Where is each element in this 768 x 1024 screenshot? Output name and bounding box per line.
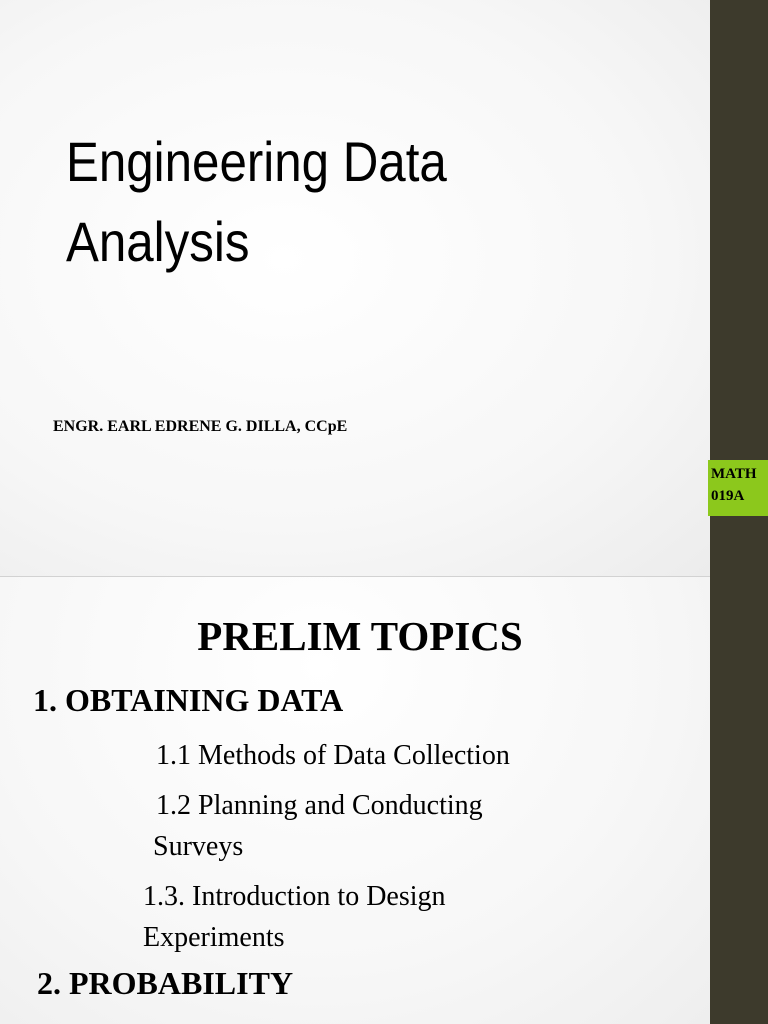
- title-line-1: Engineering Data: [66, 130, 447, 193]
- author-name: ENGR. EARL EDRENE G. DILLA, CCpE: [53, 418, 348, 435]
- topic-item: 1.1 Methods of Data Collection: [156, 740, 510, 771]
- course-code-line-1: MATH: [711, 466, 757, 482]
- course-code-line-2: 019A: [711, 488, 745, 504]
- section-obtaining-data: 1. OBTAINING DATA: [33, 682, 344, 718]
- section-probability: 2. PROBABILITY: [37, 965, 294, 1001]
- topic-item: 1.3. Introduction to Design: [143, 881, 446, 912]
- topics-heading: PRELIM TOPICS: [197, 613, 523, 659]
- course-code-badge: [708, 460, 768, 516]
- topic-item: 1.2 Planning and Conducting: [156, 790, 483, 821]
- title-line-2: Analysis: [66, 210, 250, 273]
- topic-item-continuation: Surveys: [153, 831, 244, 862]
- topic-item-continuation: Experiments: [143, 922, 285, 953]
- slide-title: [66, 122, 594, 282]
